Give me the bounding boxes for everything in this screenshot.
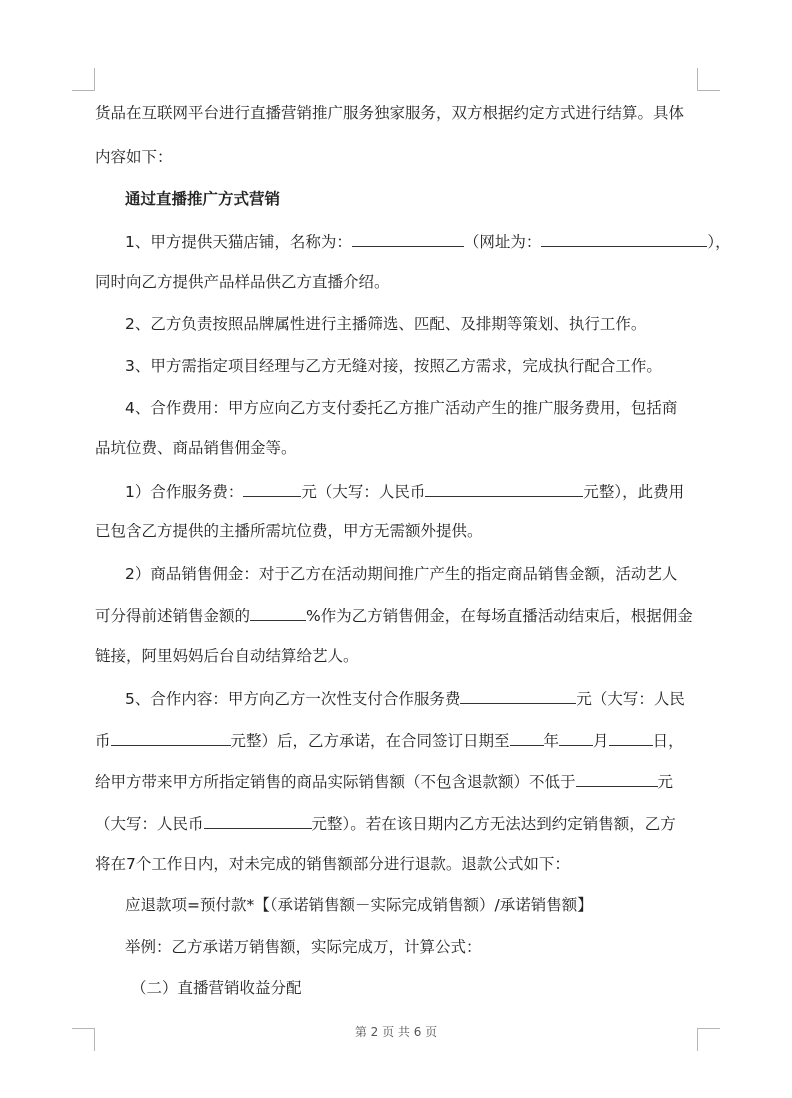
paragraph-line: 品坑位费、商品销售佣金等。 (95, 439, 297, 457)
paragraph-line: 2）商品销售佣金：对于乙方在活动期间推广产生的指定商品销售金额，活动艺人 (125, 565, 678, 583)
paragraph-line: 内容如下： (95, 148, 173, 166)
blank-field (609, 729, 653, 746)
section-heading: （二）直播营销收益分配 (131, 979, 302, 997)
paragraph-line: 4、合作费用：甲方应向乙方支付委托乙方推广活动产生的推广服务费用，包括商 (125, 399, 678, 417)
paragraph-line: 1）合作服务费： 元（大写：人民币 元整），此费用 (125, 480, 684, 502)
paragraph-line: 举例：乙方承诺万销售额，实际完成万，计算公式： (125, 938, 482, 956)
blank-field (111, 729, 231, 746)
blank-field (250, 604, 306, 621)
page-footer: 第 2 页 共 6 页 (354, 1025, 438, 1039)
paragraph-line: 1、甲方提供天猫店铺，名称为： （网址为： ）， (125, 230, 731, 252)
blank-field (541, 230, 707, 247)
blank-field (425, 480, 583, 497)
blank-field (243, 480, 301, 497)
paragraph-line: 链接，阿里妈妈后台自动结算给艺人。 (95, 647, 359, 665)
blank-field (460, 687, 576, 704)
paragraph-line: （大写：人民币 元整）。若在该日期内乙方无法达到约定销售额，乙方 (95, 812, 676, 834)
blank-field (352, 230, 464, 247)
paragraph-line: 可分得前述销售金额的 %作为乙方销售佣金，在每场直播活动结束后，根据佣金 (95, 604, 693, 626)
section-heading: 通过直播推广方式营销 (125, 190, 281, 208)
paragraph-line: 3、甲方需指定项目经理与乙方无缝对接，按照乙方需求，完成执行配合工作。 (125, 357, 662, 375)
blank-field (559, 729, 593, 746)
blank-field (204, 812, 312, 829)
corner-mark-top-left (72, 68, 95, 91)
formula-line: 应退款项=预付款*【（承诺销售额－实际完成销售额）/承诺销售额】 (125, 896, 593, 914)
paragraph-line: 2、乙方负责按照品牌属性进行主播筛选、匹配、及排期等策划、执行工作。 (125, 315, 647, 333)
blank-field (576, 770, 658, 787)
paragraph-line: 已包含乙方提供的主播所需坑位费，甲方无需额外提供。 (95, 522, 483, 540)
blank-field (510, 729, 544, 746)
paragraph-line: 给甲方带来甲方所指定销售的商品实际销售额（不包含退款额）不低于 元 (95, 770, 673, 792)
paragraph-line: 同时向乙方提供产品样品供乙方直播介绍。 (95, 273, 390, 291)
paragraph-line: 币 元整）后，乙方承诺，在合同签订日期至 年 月 日， (95, 729, 684, 751)
paragraph-line: 5、合作内容：甲方向乙方一次性支付合作服务费 元（大写：人民 (125, 687, 685, 709)
paragraph-line: 将在7个工作日内，对未完成的销售额部分进行退款。退款公式如下： (95, 855, 570, 873)
corner-mark-top-right (697, 68, 720, 91)
paragraph-line: 货品在互联网平台进行直播营销推广服务独家服务，双方根据约定方式进行结算。具体 (95, 104, 685, 122)
